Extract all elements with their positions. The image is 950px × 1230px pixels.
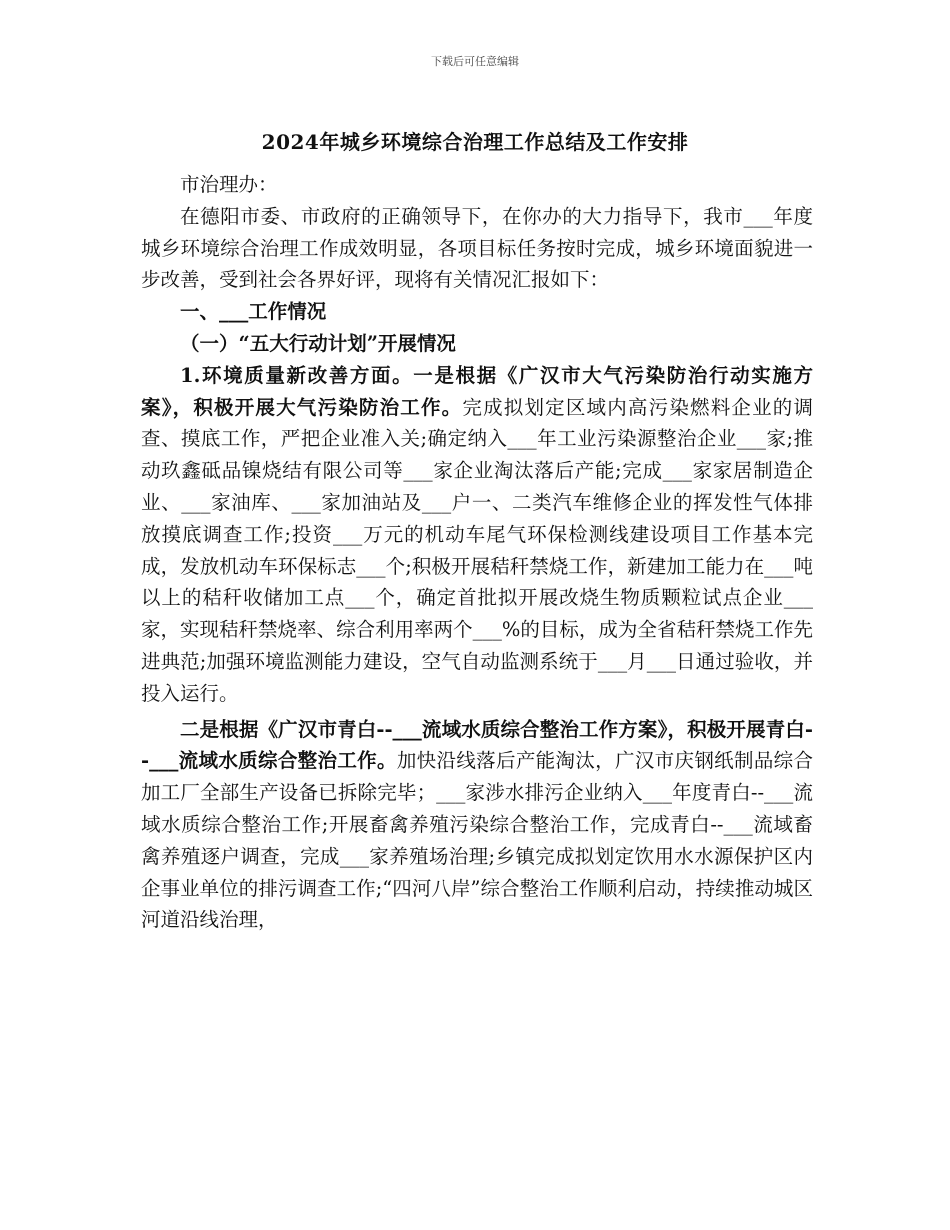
paragraph-1-body: 完成拟划定区域内高污染燃料企业的调查、摸底工作，严把企业准入关;确定纳入___年工业污染源整治企业___家;推动玖鑫砥品镍烧结有限公司等___家企业淘汰落后产能;完成___家家居制造企业、___家油库、___家加油站及___户一、二类汽车维修企业的挥发性气体排放摸底调查工作;投资___万元的机动车尾气环保检测线建设项目工作基本完成，发放机动车环保标志___个;积极开展秸秆禁烧工作，新建加工能力在___吨以上的秸秆收储加工点___个，确定首批拟开展改烧生物质颗粒试点企业___家，实现秸秆禁烧率、综合利用率两个___%的目标，成为全省秸秆禁烧工作先进典范;加强环境监测能力建设，空气自动监测系统于___月___日通过验收，并投入运行。: [141, 395, 813, 705]
document-body: [141, 169, 813, 936]
paragraph-2-lead: 二是根据《广汉市青白--___流域水质综合整治工作方案》，积极开展青白--___流域水质综合整治工作。: [141, 717, 813, 773]
paragraph-2: [141, 714, 813, 937]
salutation: 市治理办：: [180, 173, 278, 196]
document-title: 2024年城乡环境综合治理工作总结及工作安排: [261, 130, 689, 154]
paragraph-1: [141, 360, 813, 710]
paragraph-1-lead: 1.环境质量新改善方面。一是根据《广汉市大气污染防治行动实施方案》，积极开展大气污染防治工作。: [141, 363, 813, 419]
intro-paragraph: 在德阳市委、市政府的正确领导下，在你办的大力指导下，我市___年度城乡环境综合治理工作成效明显，各项目标任务按时完成，城乡环境面貌进一步改善，受到社会各界好评，现将有关情况汇报如下：: [141, 204, 813, 292]
section-heading-1: 一、___工作情况: [180, 300, 327, 324]
page-header-note: 下载后可任意编辑: [431, 55, 519, 68]
section-heading-2: （一）“五大行动计划”开展情况: [180, 331, 456, 355]
paragraph-2-body: 加快沿线落后产能淘汰，广汉市庆钢纸制品综合加工厂全部生产设备已拆除完毕；___家涉水排污企业纳入___年度青白--___流域水质综合整治工作;开展畜禽养殖污染综合整治工作，完成青白--___流域畜禽养殖逐户调查，完成___家养殖场治理;乡镇完成拟划定饮用水水源保护区内企事业单位的排污调查工作;“四河八岸”综合整治工作顺利启动，持续推动城区河道沿线治理，: [141, 749, 813, 932]
